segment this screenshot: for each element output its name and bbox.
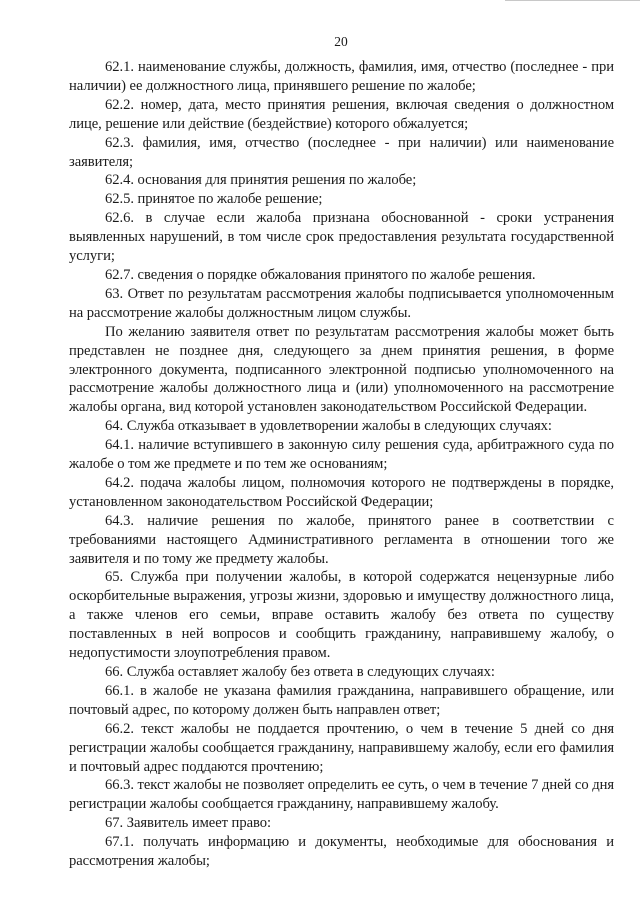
paragraph-66: 66. Служба оставляет жалобу без ответа в следующих случаях: <box>105 664 495 680</box>
paragraph-65: 65. Служба при получении жалобы, в которой содержатся нецензурные либо оскорбительные выражения, угрозы жизни, здоровью и имуществу должностного лица, а также членов его семьи, вправе оставить жалобу без ответа по существу поставленных в ней вопросов и сообщить гражданину, направившему жалобу, о недопустимости злоупотребления правом. <box>69 569 614 662</box>
paragraph-63-electronic-answer: По желанию заявителя ответ по результатам рассмотрения жалобы может быть представлен не позднее дня, следующего за днем принятия решения, в форме электронного документа, подписанного электронной подписью уполномоченного на рассмотрение жалобы должностного лица и (или) уполномоченного на рассмотрение жалобы органа, вид которой установлен законодательством Российской Федерации. <box>69 323 614 416</box>
top-edge-rule <box>505 0 640 1</box>
paragraph-67: 67. Заявитель имеет право: <box>105 815 271 832</box>
paragraph-62-3: 62.3. фамилия, имя, отчество (последнее - при наличии) или наименование заявителя; <box>69 134 614 170</box>
paragraph-64-2: 64.2. подача жалобы лицом, полномочия которого не подтверждены в порядке, установленном законодательством Российской Федерации; <box>69 474 614 510</box>
paragraph-62-2: 62.2. номер, дата, место принятия решения, включая сведения о должностном лице, решение или действие (бездействие) которого обжалуется; <box>69 96 614 132</box>
paragraph-66-3: 66.3. текст жалобы не позволяет определить ее суть, о чем в течение 7 дней со дня регистрации жалобы сообщается гражданину, направившему жалобу. <box>69 777 614 813</box>
paragraph-64-1: 64.1. наличие вступившего в законную силу решения суда, арбитражного суда по жалобе о том же предмете и по тем же основаниям; <box>69 437 614 473</box>
page-number: 20 <box>334 34 348 49</box>
document-body <box>69 58 614 871</box>
paragraph-64: 64. Служба отказывает в удовлетворении жалобы в следующих случаях: <box>105 418 552 435</box>
paragraph-66-1: 66.1. в жалобе не указана фамилия гражданина, направившего обращение, или почтовый адрес, по которому должен быть направлен ответ; <box>69 682 614 718</box>
paragraph-62-4: 62.4. основания для принятия решения по жалобе; <box>105 172 417 189</box>
paragraph-62-6: 62.6. в случае если жалоба признана обоснованной - сроки устранения выявленных нарушений, в том числе срок предоставления результата государственной услуги; <box>69 210 614 265</box>
paragraph-66-2: 66.2. текст жалобы не поддается прочтению, о чем в течение 5 дней со дня регистрации жалобы сообщается гражданину, направившему жалобу, если его фамилия и почтовый адрес поддаются прочтению; <box>69 720 614 775</box>
paragraph-62-5: 62.5. принятое по жалобе решение; <box>105 191 323 208</box>
paragraph-62-1: 62.1. наименование службы, должность, фамилия, имя, отчество (последнее - при наличии) ее должностного лица, принявшего решение по жалобе; <box>69 59 614 94</box>
paragraph-63: 63. Ответ по результатам рассмотрения жалобы подписывается уполномоченным на рассмотрение жалобы должностным лицом службы. <box>69 285 614 321</box>
paragraph-67-1: 67.1. получать информацию и документы, необходимые для обоснования и рассмотрения жалобы; <box>69 834 614 870</box>
paragraph-64-3: 64.3. наличие решения по жалобе, принятого ранее в соответствии с требованиями настоящего Административного регламента в отношении того же заявителя и по тому же предмету жалобы. <box>69 512 614 567</box>
paragraph-62-7: 62.7. сведения о порядке обжалования принятого по жалобе решения. <box>105 266 536 283</box>
